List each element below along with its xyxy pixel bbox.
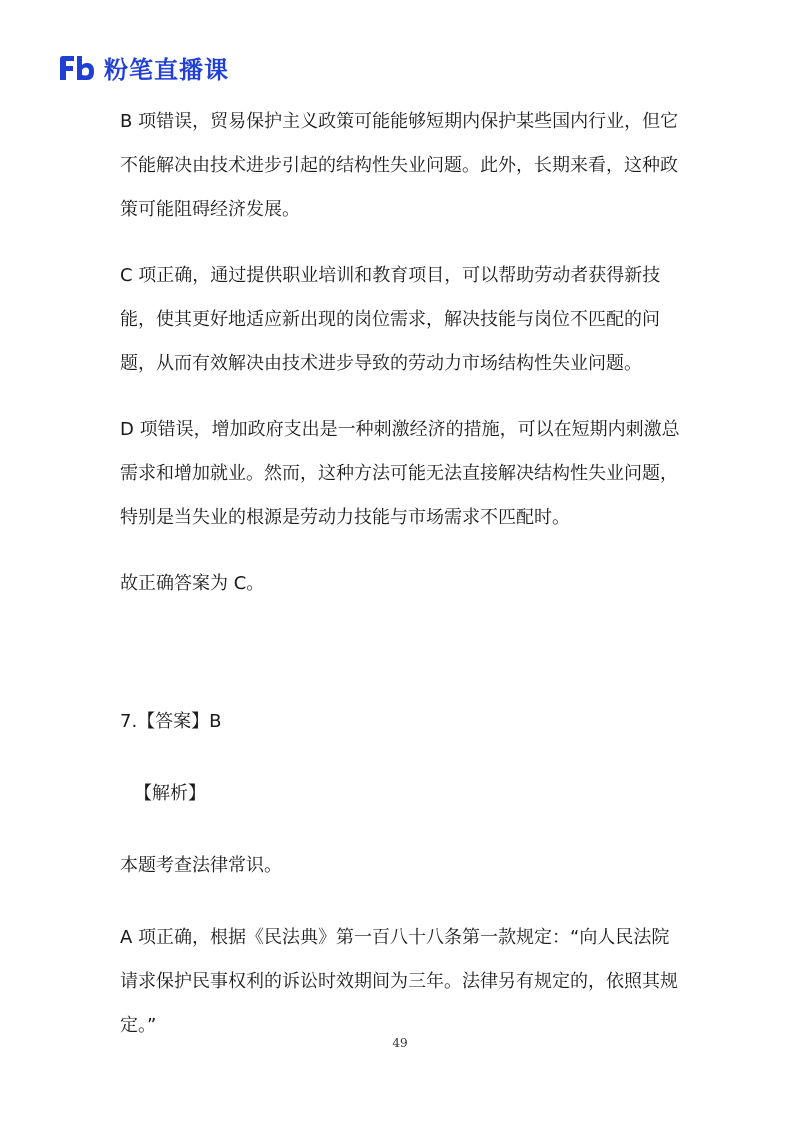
analysis-label: 【解析】 bbox=[134, 783, 206, 804]
paragraph-option-c: C 项正确，通过提供职业培训和教育项目，可以帮助劳动者获得新技能，使其更好地适应新出现的岗位需求，解决技能与岗位不匹配的问题，从而有效解决由技术进步导致的劳动力市场结构性失业问题。 bbox=[120, 265, 661, 374]
question-intro: 本题考查法律常识。 bbox=[120, 855, 282, 876]
brand-logo bbox=[58, 50, 229, 85]
paragraph-option-d: D 项错误，增加政府支出是一种刺激经济的措施，可以在短期内刺激总需求和增加就业。然而，这种方法可能无法直接解决结构性失业问题，特别是当失业的根源是劳动力技能与市场需求不匹配时。 bbox=[120, 419, 680, 528]
paragraph-option-a: A 项正确，根据《民法典》第一百八十八条第一款规定：“向人民法院请求保护民事权利的诉讼时效期间为三年。法律另有规定的，依照其规定。” bbox=[120, 927, 678, 1036]
paragraph-conclusion: 故正确答案为 C。 bbox=[120, 573, 265, 594]
brand-name: 粉笔直播课 bbox=[104, 56, 229, 84]
page-number: 49 bbox=[392, 1036, 408, 1050]
answer-line: 7.【答案】B bbox=[120, 711, 222, 732]
paragraph-option-b: B 项错误，贸易保护主义政策可能能够短期内保护某些国内行业，但它不能解决由技术进步引起的结构性失业问题。此外，长期来看，这种政策可能阻碍经济发展。 bbox=[120, 111, 679, 220]
document-body bbox=[120, 100, 680, 1048]
fb-logo-icon bbox=[58, 53, 96, 83]
